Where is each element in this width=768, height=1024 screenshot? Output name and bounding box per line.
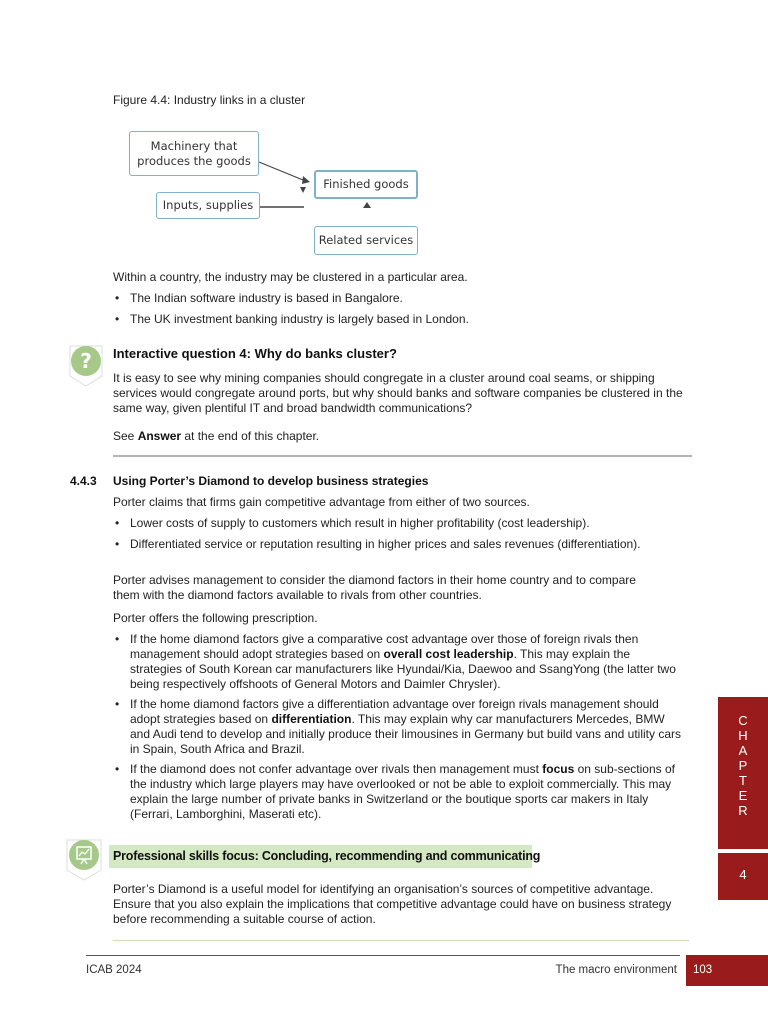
list-item: • The UK investment banking industry is largely based in London.	[113, 312, 693, 327]
list-item: • Differentiated service or reputation resulting in higher prices and sales revenues (differentiation).	[113, 537, 693, 552]
chapter-tab	[718, 697, 768, 849]
chapter-letter: P	[738, 758, 748, 773]
chapter-number: 4	[739, 867, 747, 882]
machinery-arrowhead	[302, 176, 310, 184]
list-item: • If the home diamond factors give a comparative cost advantage over those of foreign rivals then management should adopt strategies based on overall cost leadership. This may explain the strategies of South Korean car manufacturers like Hyundai/Kia, Daewoo and SsangYong (the latter two being respectively offshoots of General Motors and Daimler Chrysler).	[113, 632, 683, 692]
page-number-tab	[686, 955, 768, 986]
diagram-connectors	[0, 0, 768, 300]
section-p3: Porter offers the following prescription.	[113, 611, 318, 625]
iq-see	[113, 429, 693, 444]
inputs-arrowhead	[300, 187, 306, 193]
answer-link[interactable]: Answer	[137, 429, 182, 443]
svg-text:?: ?	[80, 349, 92, 373]
section-p2: Porter advises management to consider the diamond factors in their home country and to compare them with the diamond factors available to rivals from other countries.	[113, 573, 636, 602]
figure-caption: Figure 4.4: Industry links in a cluster	[113, 93, 306, 107]
related-arrowhead	[363, 202, 371, 208]
section-bullets-1	[113, 516, 693, 558]
iq-see-post: at the end of this chapter.	[181, 429, 320, 443]
page-number: 103	[693, 964, 713, 976]
question-icon	[66, 342, 106, 390]
chapter-letter: A	[738, 743, 748, 758]
skills-title: Professional skills focus: Concluding, recommending and communicating	[113, 849, 541, 863]
footer-left: ICAB 2024	[86, 964, 142, 976]
intro-bullets	[113, 291, 693, 333]
chapter-letter: C	[738, 713, 748, 728]
list-item: • The Indian software industry is based in Bangalore.	[113, 291, 693, 306]
list-item: • Lower costs of supply to customers which result in higher profitability (cost leadership).	[113, 516, 693, 531]
related-services-box: Related services	[314, 226, 418, 255]
machinery-box: Machinery that produces the goods	[129, 131, 259, 176]
list-item: • If the diamond does not confer advantage over rivals then management must focus on sub-sections of the industry which large players may have overlooked or not be able to exploit commercially. This may explain the large number of private banks in Switzerland or the boutique sports car makers in Italy (Ferrari, Lamborghini, Maserati etc).	[113, 762, 683, 822]
divider	[113, 455, 692, 457]
chapter-letter: R	[738, 803, 748, 818]
finished-goods-box: Finished goods	[314, 170, 418, 199]
section-number: 4.4.3	[70, 474, 97, 488]
iq-title: Interactive question 4: Why do banks cluster?	[113, 346, 397, 361]
chapter-number-tab	[718, 853, 768, 900]
section-p1: Porter claims that firms gain competitive advantage from either of two sources.	[113, 495, 530, 509]
intro-text: Within a country, the industry may be clustered in a particular area.	[113, 270, 468, 284]
list-item: • If the home diamond factors give a differentiation advantage over foreign rivals management should adopt strategies based on differentiation. This may explain why car manufacturers Mercedes, BMW and Audi tend to develop and initially produce their limousines in Germany but build vans and utility cars in Spain, South Africa and Brazil.	[113, 697, 683, 757]
chapter-letter: E	[738, 788, 748, 803]
iq-see-pre: See	[113, 429, 138, 443]
chart-board-icon	[63, 836, 105, 884]
inputs-box: Inputs, supplies	[156, 192, 260, 219]
footer-rule	[86, 955, 680, 956]
machinery-arrow	[259, 162, 303, 180]
footer-right: The macro environment	[555, 964, 677, 976]
chapter-letter: H	[738, 728, 748, 743]
chapter-letter: T	[739, 773, 747, 788]
iq-body: It is easy to see why mining companies should congregate in a cluster around coal seams, or shipping services would congregate around ports, but why should banks and software companies be clustered in the same way, given plentiful IT and broad bandwidth communications?	[113, 371, 683, 415]
section-title: Using Porter’s Diamond to develop business strategies	[113, 474, 429, 488]
skills-divider	[113, 940, 689, 941]
section-bullets-2	[113, 632, 683, 828]
skills-body: Porter’s Diamond is a useful model for identifying an organisation’s sources of competitive advantage. Ensure that you also explain the implications that competitive advantage could have on business strategy before recommending a suitable course of action.	[113, 882, 672, 926]
